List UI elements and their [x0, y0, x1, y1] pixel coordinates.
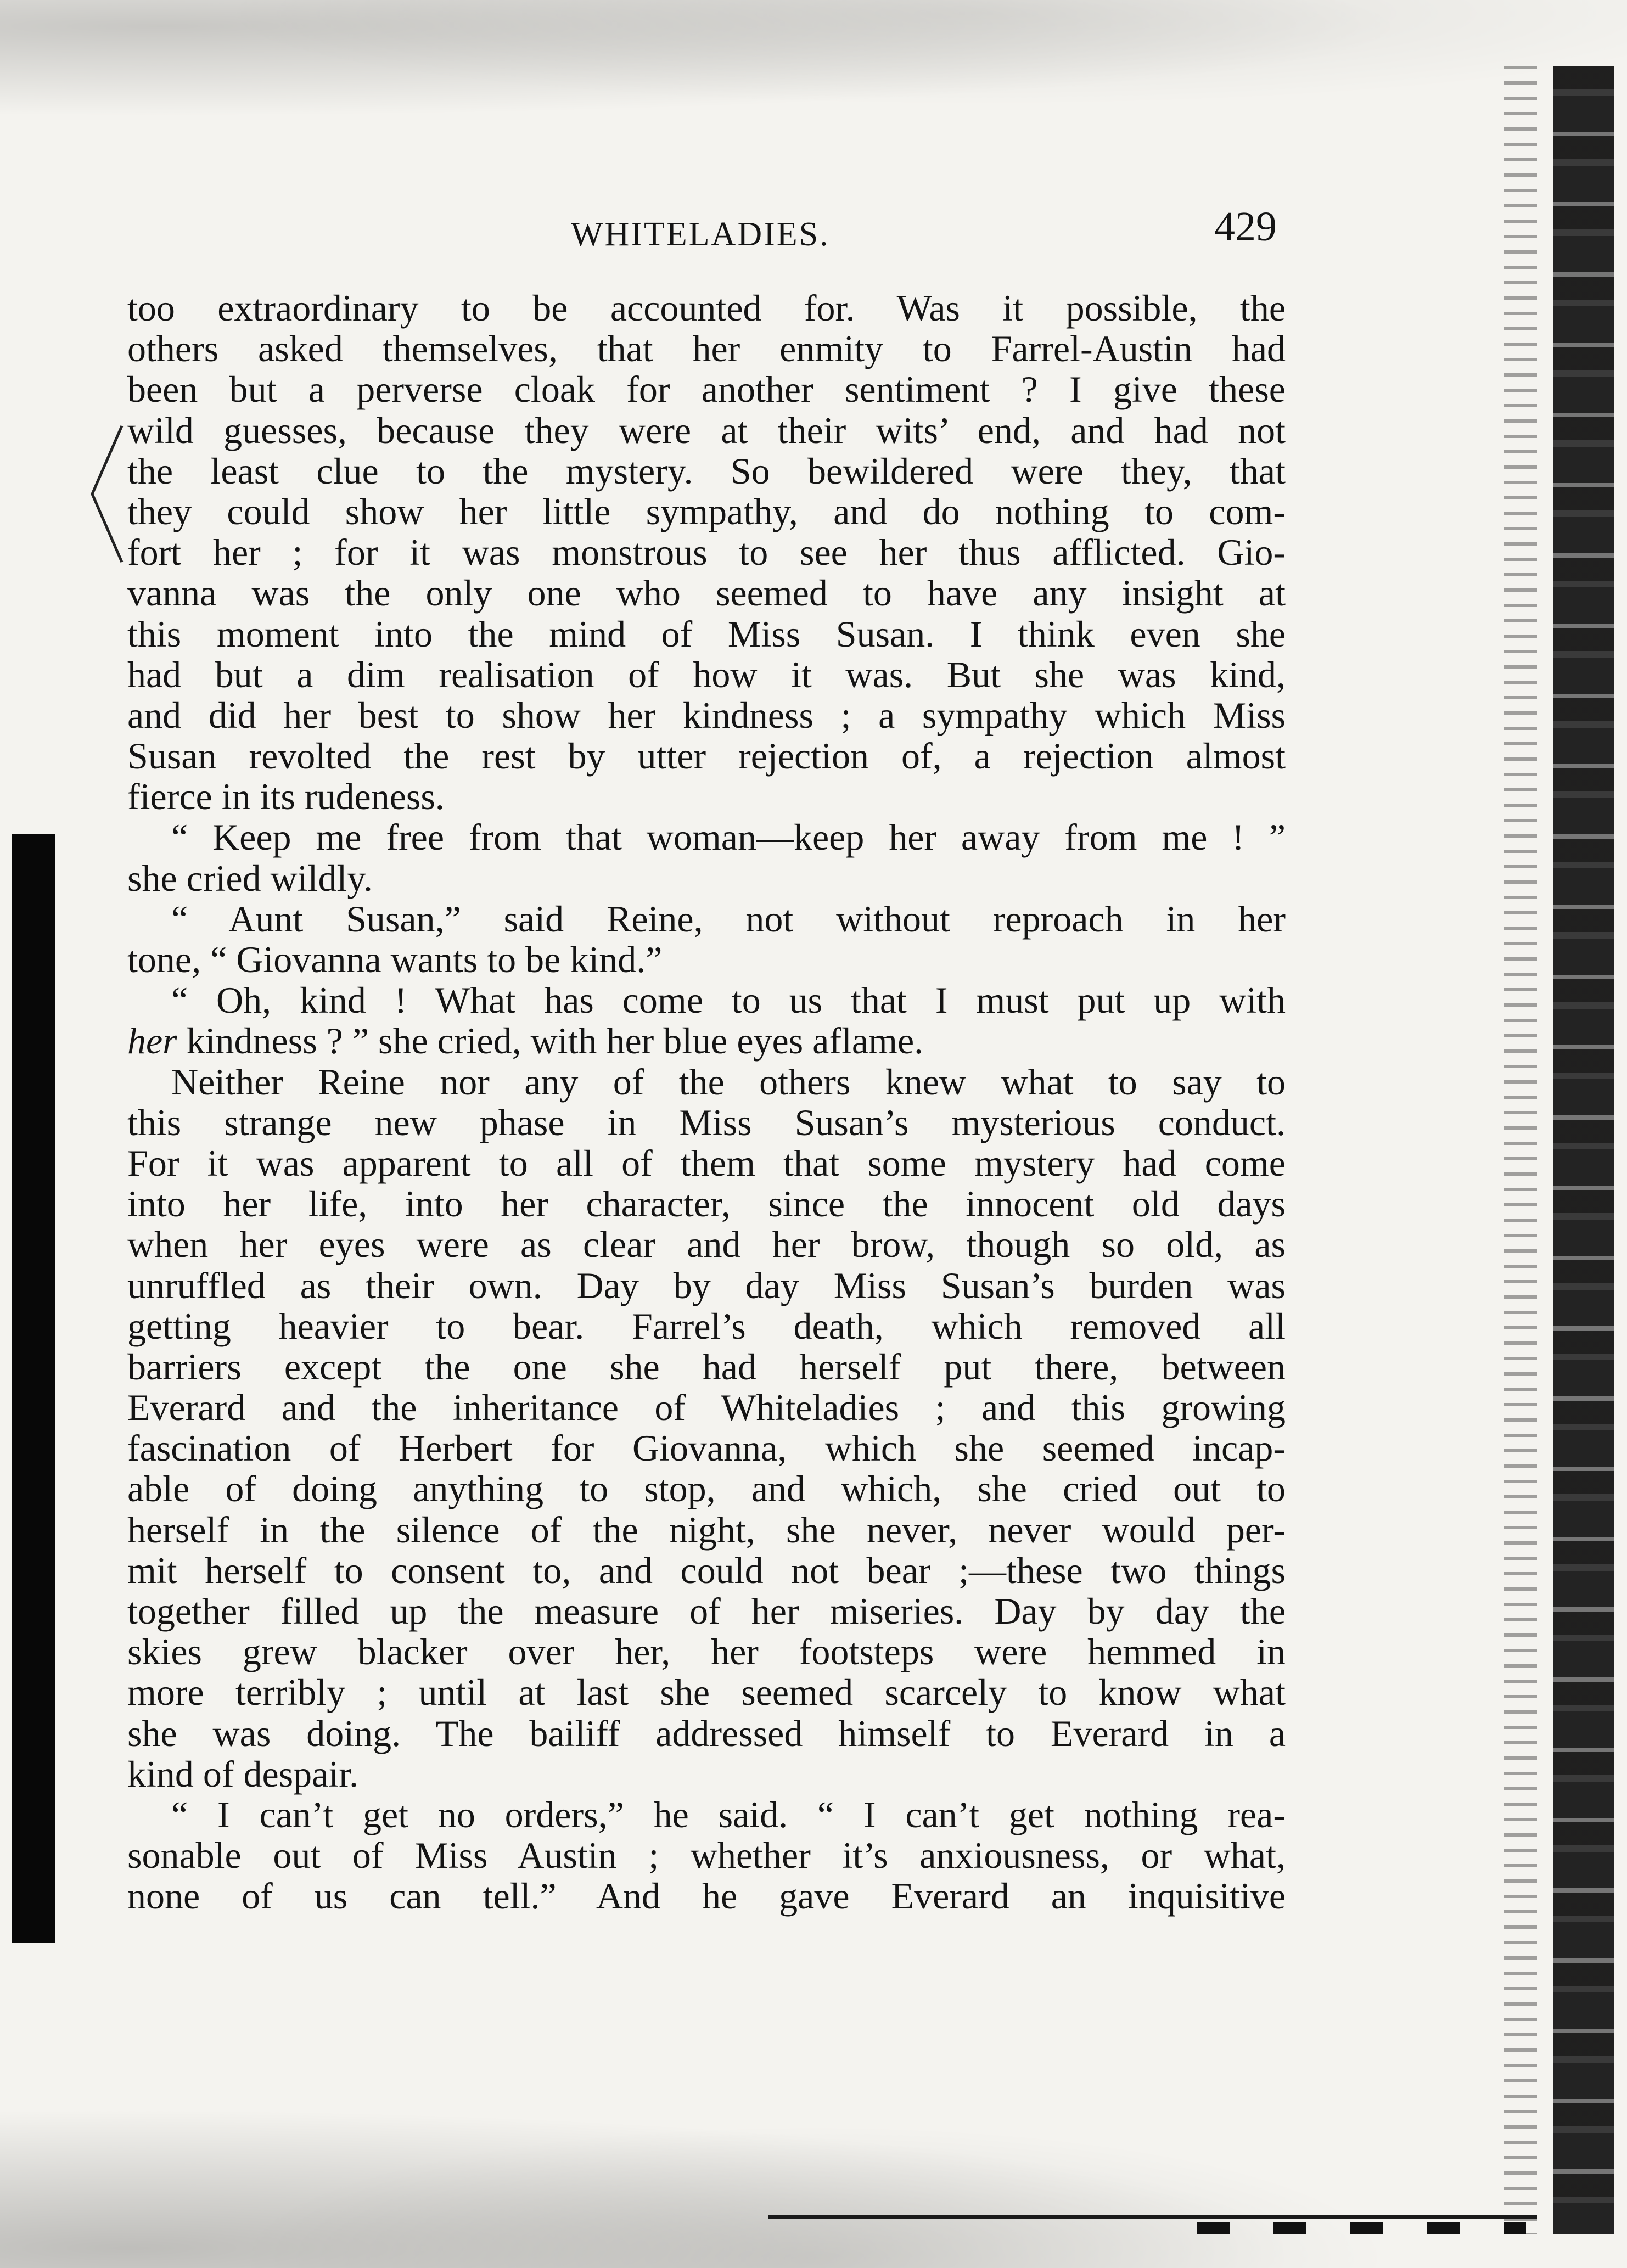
scan-shadow-left — [12, 834, 55, 1943]
scan-edge-bottom — [0, 2070, 1627, 2268]
text-line: “ Oh, kind ! What has come to us that I must put up with — [171, 979, 1286, 1021]
text-line: she was doing. The bailiff addressed himself to Everard in a — [127, 1712, 1286, 1754]
text-line: vanna was the only one who seemed to have any insight at — [127, 572, 1286, 614]
text-line: wild guesses, because they were at their wits’ end, and had not — [127, 409, 1286, 451]
text-line: sonable out of Miss Austin ; whether it’s anxiousness, or what, — [127, 1834, 1286, 1877]
text-line: this moment into the mind of Miss Susan. I think even she — [127, 613, 1286, 655]
text-line: kind of despair. — [127, 1753, 359, 1795]
body-text — [127, 288, 1286, 1917]
text-line: mit herself to consent to, and could not bear ;—these two things — [127, 1549, 1286, 1591]
text-line: more terribly ; until at last she seemed scarcely to know what — [127, 1671, 1286, 1714]
text-line: none of us can tell.” And he gave Everard an inquisitive — [127, 1875, 1286, 1917]
text-line: fascination of Herbert for Giovanna, which she seemed incap- — [127, 1427, 1286, 1469]
text-line: barriers except the one she had herself put there, between — [127, 1345, 1286, 1388]
scan-edge-top — [0, 0, 1627, 132]
text-line: “ Keep me free from that woman—keep her away from me ! ” — [171, 816, 1286, 858]
scan-noise-right — [1504, 66, 1537, 2234]
text-line: and did her best to show her kindness ; a sympathy which Miss — [127, 694, 1286, 736]
margin-bracket-mark — [88, 423, 126, 565]
text-line: when her eyes were as clear and her brow, though so old, as — [127, 1223, 1286, 1266]
page-number: 429 — [1214, 204, 1277, 250]
scan-shadow-right — [1553, 66, 1614, 2234]
text-line — [127, 1020, 1286, 1061]
text-line: this strange new phase in Miss Susan’s mysterious conduct. — [127, 1101, 1286, 1143]
scan-bottom-marks — [1197, 2222, 1526, 2234]
text-line: tone, “ Giovanna wants to be kind.” — [127, 939, 663, 980]
text-line: into her life, into her character, since the innocent old days — [127, 1183, 1286, 1225]
text-line: “ Aunt Susan,” said Reine, not without reproach in her — [171, 897, 1286, 940]
text-line: getting heavier to bear. Farrel’s death, which removed all — [127, 1305, 1286, 1347]
text-line: able of doing anything to stop, and which, she cried out to — [127, 1468, 1286, 1510]
text-line: “ I can’t get no orders,” he said. “ I can’t get nothing rea- — [171, 1793, 1286, 1835]
text-line: others asked themselves, that her enmity to Farrel-Austin had — [127, 328, 1286, 370]
text-line: they could show her little sympathy, and do nothing to com- — [127, 490, 1286, 532]
text-line: fierce in its rudeness. — [127, 776, 445, 818]
text-line: For it was apparent to all of them that some mystery had come — [127, 1142, 1286, 1184]
text-line: Susan revolted the rest by utter rejection of, a rejection almost — [127, 735, 1286, 777]
text-line: unruffled as their own. Day by day Miss Susan’s burden was — [127, 1264, 1286, 1306]
text-line-rest: kindness ? ” she cried, with her blue eyes aflame. — [177, 1020, 924, 1062]
running-head: WHITELADIES. — [571, 216, 830, 253]
text-line: together filled up the measure of her miseries. Day by day the — [127, 1590, 1286, 1632]
text-line: skies grew blacker over her, her footsteps were hemmed in — [127, 1631, 1286, 1673]
text-line: Neither Reine nor any of the others knew what to say to — [171, 1060, 1286, 1103]
text-line: she cried wildly. — [127, 857, 373, 899]
scan-bottom-rule — [768, 2215, 1537, 2219]
text-line: been but a perverse cloak for another sentiment ? I give these — [127, 368, 1286, 411]
text-line: herself in the silence of the night, she never, never would per- — [127, 1508, 1286, 1551]
text-line: the least clue to the mystery. So bewildered were they, that — [127, 450, 1286, 492]
text-line: had but a dim realisation of how it was. But she was kind, — [127, 653, 1286, 695]
text-line: fort her ; for it was monstrous to see her thus afflicted. Gio- — [127, 531, 1286, 574]
emphasis-her: her — [127, 1020, 177, 1062]
text-line: too extraordinary to be accounted for. Was it possible, the — [127, 287, 1286, 329]
text-line: Everard and the inheritance of Whiteladies ; and this growing — [127, 1386, 1286, 1429]
